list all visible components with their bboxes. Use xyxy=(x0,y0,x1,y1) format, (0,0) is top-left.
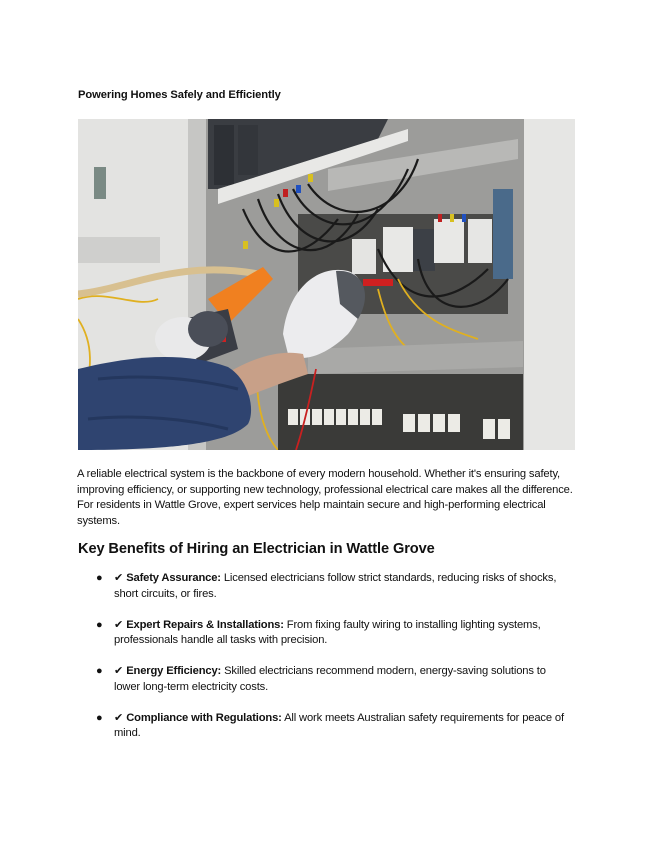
benefit-label: Energy Efficiency: xyxy=(126,665,222,677)
checkmark-icon: ✔ xyxy=(114,711,124,724)
bullet-icon: ● xyxy=(96,665,103,677)
benefit-label: Safety Assurance: xyxy=(126,572,221,584)
benefit-item-expert-repairs xyxy=(0,618,574,649)
benefits-list xyxy=(0,571,650,757)
benefit-label: Expert Repairs & Installations: xyxy=(126,618,284,631)
checkmark-icon: ✔ xyxy=(114,618,124,631)
bullet-icon: ● xyxy=(96,618,103,631)
benefit-text: From fixing faulty wiring to installing lighting systems, professionals handle all tasks with precision. xyxy=(114,618,541,646)
benefit-text: All work meets Australian safety requirements for peace of mind. xyxy=(114,711,564,739)
checkmark-icon: ✔ xyxy=(114,572,124,584)
benefit-item-energy-efficiency xyxy=(0,664,574,695)
hero-image xyxy=(78,119,575,450)
bullet-icon: ● xyxy=(96,572,103,584)
checkmark-icon: ✔ xyxy=(114,665,124,677)
benefit-label: Compliance with Regulations: xyxy=(126,711,282,724)
benefit-text: Skilled electricians recommend modern, energy-saving solutions to lower long-term electricity costs. xyxy=(114,665,546,693)
page-title: Powering Homes Safely and Efficiently xyxy=(78,89,281,101)
section-heading: Key Benefits of Hiring an Electrician in Wattle Grove xyxy=(78,541,435,557)
bullet-icon: ● xyxy=(96,711,103,724)
benefit-text: Licensed electricians follow strict standards, reducing risks of shocks, short circuits, or fires. xyxy=(114,572,557,600)
intro-paragraph: A reliable electrical system is the backbone of every modern household. Whether it's ensuring safety, improving efficiency, or supporting new technology, professional electrical care makes all the difference. For residents in Wattle Grove, expert services help maintain secure and high-performing electrical systems. xyxy=(77,468,573,527)
benefit-item-safety-assurance xyxy=(0,571,574,602)
electrician-panel-photo xyxy=(78,119,575,450)
benefit-item-compliance xyxy=(0,711,574,742)
